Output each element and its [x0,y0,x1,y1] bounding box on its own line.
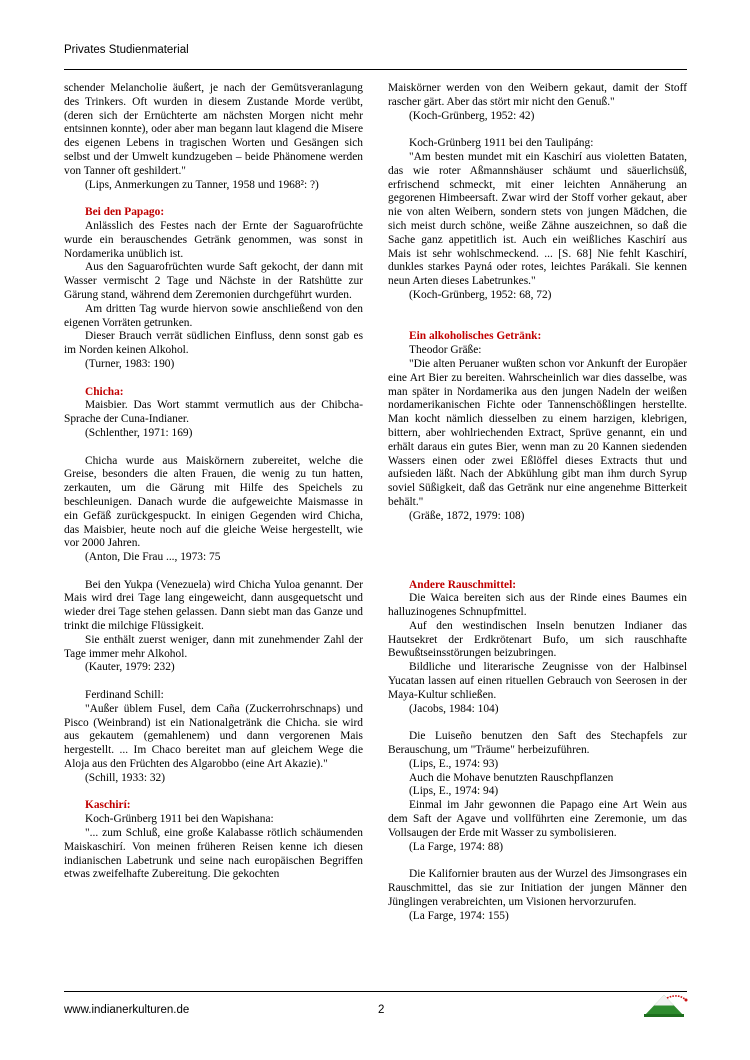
page-number: 2 [378,1004,385,1016]
citation: (Koch-Grünberg, 1952: 42) [409,109,535,122]
paragraph: Dieser Brauch verrät südlichen Einfluss, denn sonst gab es im Norden keinen Alkohol. [64,330,363,357]
paragraph: Die Luiseño benutzen den Saft des Stechapfels zur Berauschung, um "Träume" herbeizuführen. [388,730,687,757]
citation: (Turner, 1983: 190) [85,357,175,370]
paragraph: Die Waica bereiten sich aus der Rinde eines Baumes ein halluzinogenes Schnupfmittel. [388,592,687,619]
right-column [388,82,687,923]
paragraph: Auf den westindischen Inseln benutzen Indianer das Hautsekret der Erdkrötenart Bufo, um sich rauschhafte Bewußtseinsstörungen beizubringen. [388,619,687,660]
paragraph: Auch die Mohave benutzten Rauschpflanzen [409,771,614,784]
citation: (La Farge, 1974: 155) [409,909,509,922]
citation: (Lips, Anmerkungen zu Tanner, 1958 und 1968²: ?) [85,178,319,191]
footer-rule [64,991,687,992]
citation: (Gräße, 1872, 1979: 108) [409,509,525,522]
section-heading-alkohol: Ein alkoholisches Getränk: [409,330,542,343]
citation: (Anton, Die Frau ..., 1973: 75 [85,551,221,564]
section-heading-chicha: Chicha: [85,385,124,398]
paragraph: Sie enthält zuerst weniger, dann mit zunehmender Zahl der Tage immer mehr Alkohol. [64,633,363,660]
section-heading-rauschmittel: Andere Rauschmittel: [409,578,517,591]
quote: "... zum Schluß, eine große Kalabasse rötlich schäumenden Maiskaschirí. Von meinen früheren Reisen kenne ich diesen indianischen Labetrunk und seine nach europäischen Begriffen etwas zweifelhafte Zubereitung. Die gekochten [64,827,363,881]
site-logo-icon [640,992,688,1018]
paragraph: Chicha wurde aus Maiskörnern zubereitet, welche die Greise, besonders die alten Frauen, die wenig zu tun hatten, zerkauten, um die Gärung mit Hilfe des Speichels zu beschleunigen. Danach wurde die aufgeweichte Maismasse in ein Gefäß zurückgespuckt. In einigen Gegenden wird Chicha, das Maisbier, heute noch auf die gleiche Weise hergestellt, wie vor 2000 Jahren. [64,454,363,550]
quote: "Am besten mundet mit ein Kaschirí aus violetten Bataten, das wie roter Aßmannshäuser schäumt und säuerlichsüß, erfrischend schmeckt, mit einer leichten Annäherung an gegorenen Himbeersaft. Zwar wird der Stoff vorher gekaut, aber nie von alten Weibern, sondern stets von jungen Mädchen, die sich meist durch schöne, weiße Zähne auszeichnen, so daß die Sache ganz appetitlich ist. Auch ein weißliches Kaschirí aus Mais ist sehr wohlschmeckend. ... [S. 68] Nie fehlt Kaschirí, dunkles starkes Payná oder rotes, leichtes Parákali. Sie kennen neun Arten dieses Labetrunkes." [388,150,687,288]
left-column [64,82,363,882]
paragraph: Maisbier. Das Wort stammt vermutlich aus der Chibcha-Sprache der Cuna-Indianer. [64,399,363,426]
paragraph: Bei den Yukpa (Venezuela) wird Chicha Yuloa genannt. Der Mais wird drei Tage lang eingeweicht, dann ausgequetscht und wieder drei Tage stehen gelassen. Dann siebt man das Ganze und trinkt die milchige Flüssigkeit. [64,578,363,633]
paragraph: Bildliche und literarische Zeugnisse von der Halbinsel Yucatan lassen auf einen rituellen Gebrauch von Seerosen in der Maya-Kultur schließen. [388,661,687,701]
citation: (Schill, 1933: 32) [85,771,166,784]
citation: (Lips, E., 1974: 94) [409,785,499,798]
header-rule [64,69,687,70]
citation: (Koch-Grünberg, 1952: 68, 72) [409,288,552,301]
quote: "Außer üblem Fusel, dem Caña (Zuckerrohrschnaps) und Pisco (Weinbrand) ist ein Nationalgetränk die Chicha. sie wird aus gekautem (gemahlenem) und dann vergorenen Mais hergestellt. ... Im Chaco bereitet man auf gleichem Wege die Aloja aus den Früchten des Algarobbo (eine Art Akazie)." [64,702,363,771]
citation: (Schlenther, 1971: 169) [85,426,193,439]
citation: (Jacobs, 1984: 104) [409,702,499,715]
author-line: Ferdinand Schill: [85,689,164,702]
citation: (Kauter, 1979: 232) [85,661,175,674]
author-line: Koch-Grünberg 1911 bei den Wapishana: [85,813,274,826]
paragraph: Anlässlich des Festes nach der Ernte der Saguarofrüchte wurde ein berauschendes Getränk genommen, was sonst in Nordamerika unüblich ist. [64,219,363,260]
citation: (La Farge, 1974: 88) [409,840,504,853]
paragraph: schender Melancholie äußert, je nach der Gemütsveranlagung des Trinkers. Oft wurden in diesem Zustande Morde verübt, (deren sich der Ernüchterte am nächsten Morgen nicht mehr entsinnen konnte), oder aber man begann laut klagend die Misere des eigenen Lebens in tragischen Worten und Gesängen sich selbst und der Umwelt kundzugeben – beide Phänomene werden von Tanner oft geshildert." [64,82,363,177]
author-line: Theodor Gräße: [409,344,482,357]
paragraph: Am dritten Tag wurde hiervon sowie anschließend von den eigenen Vorräten getrunken. [64,302,363,329]
citation: (Lips, E., 1974: 93) [409,757,499,770]
paragraph: Die Kalifornier brauten aus der Wurzel des Jimsongrases ein Rauschmittel, das sie zur Initiation der jungen Männer den Jünglingen verabreichten, um Visionen hervorzurufen. [388,868,687,908]
section-heading-kaschiri: Kaschirí: [85,799,131,812]
paragraph: Aus den Saguarofrüchten wurde Saft gekocht, der dann mit Wasser vermischt 2 Tage und Nächste in der Ratshütte zur Gärung stand, während dem Zeremonien durchgeführt wurden. [64,261,363,301]
quote: "Die alten Peruaner wußten schon vor Ankunft der Europäer eine Art Bier zu bereiten. Wahrscheinlich war dies dasselbe, was man später in Nordamerika aus den jungen Nadeln der weißen nordamerikanischen Fichte oder Tannenschößlingen herstellte. Man kocht nämlich diesselben zu einem harzigen, klebrigen, bittern, aber wohlriechenden Extract, Sprüve genannt, ein und erhält daraus ein gutes Bier, wenn man zu 20 Kannen siedenden Wassers einen oder zwei Eßlöffel dieses Extracts thut und aufsieden läßt. Nach der Abkühlung gibt man ihm durch Syrup soviel Süßigkeit, daß das Getränk nur eine angenehme Bitterkeit behält." [388,357,687,508]
author-line: Koch-Grünberg 1911 bei den Taulipáng: [409,137,594,150]
page-header: Privates Studienmaterial [64,44,189,56]
paragraph: Einmal im Jahr gewonnen die Papago eine Art Wein aus dem Saft der Agave und vollführten eine Zeremonie, um das Vollsaugen der Erde mit Wasser zu symbolisieren. [388,799,687,839]
footer-url[interactable]: www.indianerkulturen.de [64,1004,190,1016]
section-heading-papago: Bei den Papago: [85,206,165,219]
paragraph: Maiskörner werden von den Weibern gekaut, damit der Stoff rascher gärt. Aber das stört mir nicht den Genuß." [388,82,687,108]
